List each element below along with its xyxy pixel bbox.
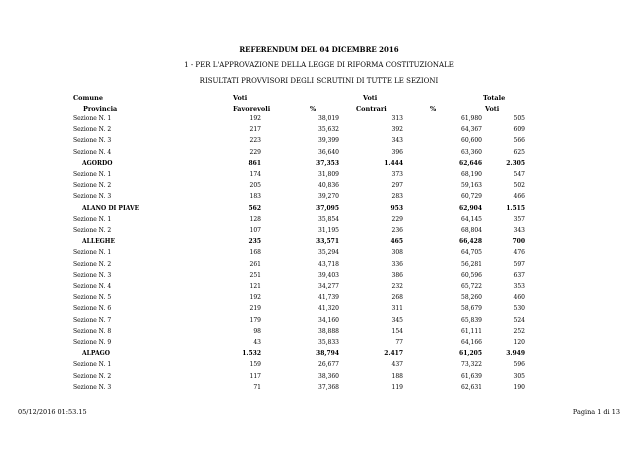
cell-favorevoli: 192 (249, 294, 261, 302)
cell-contrari: 311 (391, 305, 403, 313)
cell-favorevoli-pct: 34,277 (318, 283, 339, 290)
report-subtitle-2: RISULTATI PROVVISORI DEGLI SCRUTINI DI TUTTE LE SEZIONI (199, 77, 439, 85)
cell-favorevoli-pct: 40,836 (318, 182, 339, 190)
table-row (0, 182, 638, 193)
row-name: Sezione N. 2 (73, 126, 112, 134)
cell-totale: 466 (513, 193, 525, 201)
cell-favorevoli-pct: 39,270 (318, 193, 339, 201)
cell-favorevoli: 235 (248, 238, 261, 246)
table-row (0, 283, 638, 294)
cell-favorevoli-pct: 37,353 (316, 159, 339, 167)
table-row (0, 216, 638, 227)
cell-favorevoli: 98 (253, 327, 261, 335)
cell-totale: 530 (513, 305, 525, 313)
cell-contrari-pct: 61,205 (459, 350, 482, 358)
cell-favorevoli: 219 (249, 305, 261, 313)
header-comune: Comune (73, 94, 103, 102)
report-subtitle: 1 - PER L'APPROVAZIONE DELLA LEGGE DI RIFORMA COSTITUZIONALE (184, 61, 454, 69)
table-row (0, 126, 638, 137)
cell-favorevoli-pct: 38,019 (318, 115, 339, 122)
cell-contrari: 345 (391, 316, 403, 324)
table-row (0, 115, 638, 126)
cell-contrari: 465 (390, 238, 403, 246)
cell-totale: 1.515 (506, 204, 525, 212)
cell-contrari-pct: 66,428 (459, 238, 482, 246)
table-row (0, 261, 638, 272)
cell-totale: 625 (513, 148, 525, 156)
row-name: Sezione N. 4 (73, 148, 112, 156)
cell-favorevoli-pct: 39,403 (318, 271, 339, 279)
cell-favorevoli-pct: 41,739 (318, 294, 339, 302)
cell-contrari-pct: 64,367 (461, 126, 482, 134)
row-name: Sezione N. 2 (73, 227, 112, 234)
comune-total-row (0, 205, 638, 216)
cell-favorevoli-pct: 35,833 (318, 339, 339, 346)
row-name: Sezione N. 1 (73, 215, 112, 223)
cell-contrari: 386 (391, 271, 403, 279)
cell-contrari-pct: 56,281 (461, 260, 482, 268)
cell-contrari: 373 (391, 171, 403, 178)
cell-contrari-pct: 60,600 (461, 137, 482, 145)
cell-totale: 305 (513, 372, 525, 380)
table-row (0, 149, 638, 160)
table-row (0, 339, 638, 350)
cell-favorevoli-pct: 35,632 (318, 126, 339, 134)
cell-favorevoli-pct: 43,718 (318, 260, 339, 268)
footer-page-number: Pagina 1 di 13 (572, 408, 620, 416)
cell-totale: 700 (512, 238, 525, 246)
cell-favorevoli-pct: 31,809 (318, 171, 339, 178)
row-name: Sezione N. 3 (73, 383, 112, 391)
row-name: Sezione N. 3 (73, 193, 112, 201)
cell-contrari-pct: 64,145 (461, 215, 482, 223)
cell-contrari: 343 (391, 137, 403, 145)
cell-contrari: 953 (390, 204, 403, 212)
cell-favorevoli: 183 (249, 193, 261, 201)
comune-total-row (0, 160, 638, 171)
cell-favorevoli-pct: 37,368 (318, 383, 339, 391)
cell-favorevoli: 1.532 (242, 350, 261, 358)
cell-contrari: 232 (391, 283, 403, 290)
cell-totale: 190 (513, 383, 525, 391)
row-name: AGORDO (82, 159, 113, 167)
cell-favorevoli: 128 (249, 215, 261, 223)
cell-favorevoli: 121 (249, 283, 261, 290)
cell-contrari-pct: 68,190 (461, 171, 482, 178)
table-row (0, 373, 638, 384)
cell-contrari: 283 (391, 193, 403, 201)
cell-contrari: 392 (391, 126, 403, 134)
table-row (0, 171, 638, 182)
cell-favorevoli-pct: 26,677 (318, 361, 339, 369)
row-name: Sezione N. 2 (73, 372, 112, 380)
cell-contrari-pct: 58,679 (461, 305, 482, 313)
table-row (0, 305, 638, 316)
row-name: Sezione N. 7 (73, 316, 112, 324)
cell-favorevoli-pct: 35,854 (318, 215, 339, 223)
cell-favorevoli-pct: 37,095 (316, 204, 339, 212)
cell-contrari-pct: 61,980 (461, 115, 482, 122)
table-row (0, 294, 638, 305)
report-title: REFERENDUM DEL 04 DICEMBRE 2016 (239, 45, 399, 54)
row-name: Sezione N. 1 (73, 249, 112, 257)
cell-contrari-pct: 65,722 (461, 283, 482, 290)
cell-contrari: 1.444 (384, 159, 403, 167)
cell-favorevoli: 223 (249, 137, 261, 145)
cell-favorevoli-pct: 38,888 (318, 327, 339, 335)
table-row (0, 328, 638, 339)
cell-contrari: 2.417 (384, 350, 403, 358)
cell-favorevoli-pct: 35,294 (318, 249, 339, 257)
cell-totale: 476 (513, 249, 525, 257)
header-totale: Totale (483, 94, 506, 102)
cell-contrari: 396 (391, 148, 403, 156)
cell-contrari: 268 (391, 294, 403, 302)
table-row (0, 249, 638, 260)
cell-favorevoli-pct: 34,160 (318, 316, 339, 324)
row-name: ALLEGHE (82, 238, 116, 246)
cell-favorevoli: 229 (249, 148, 261, 156)
cell-favorevoli: 179 (249, 316, 261, 324)
cell-totale: 609 (513, 126, 525, 134)
cell-contrari-pct: 58,260 (461, 294, 482, 302)
row-name: Sezione N. 1 (73, 115, 112, 122)
cell-contrari-pct: 73,322 (461, 361, 482, 369)
cell-favorevoli: 205 (249, 182, 261, 190)
cell-contrari-pct: 61,111 (461, 327, 482, 335)
cell-contrari: 336 (391, 260, 403, 268)
cell-totale: 502 (513, 182, 525, 190)
cell-favorevoli-pct: 33,571 (316, 238, 339, 246)
header-voti-contrari: Voti (363, 94, 378, 102)
cell-favorevoli: 861 (248, 159, 261, 167)
table-row (0, 361, 638, 372)
cell-totale: 505 (513, 115, 525, 122)
cell-favorevoli: 71 (253, 383, 261, 391)
cell-contrari-pct: 65,839 (461, 316, 482, 324)
row-name: Sezione N. 8 (73, 327, 112, 335)
header-pct-contrari: % (430, 105, 437, 113)
cell-favorevoli-pct: 38,360 (318, 372, 339, 380)
comune-total-row (0, 238, 638, 249)
cell-totale: 3.949 (506, 350, 525, 358)
table-row (0, 384, 638, 395)
cell-favorevoli-pct: 41,320 (318, 305, 339, 313)
cell-contrari-pct: 59,163 (461, 182, 482, 190)
cell-totale: 547 (513, 171, 525, 178)
cell-totale: 524 (513, 316, 525, 324)
cell-contrari: 437 (391, 361, 403, 369)
header-provincia: Provincia (83, 105, 118, 113)
cell-contrari-pct: 61,639 (461, 372, 482, 380)
cell-favorevoli-pct: 31,195 (318, 227, 339, 234)
header-pct-favorevoli: % (310, 105, 317, 113)
table-row (0, 317, 638, 328)
cell-contrari-pct: 68,804 (461, 227, 482, 234)
cell-favorevoli-pct: 38,794 (316, 350, 339, 358)
cell-contrari-pct: 62,631 (461, 383, 482, 391)
row-name: Sezione N. 2 (73, 260, 112, 268)
cell-contrari: 77 (395, 339, 403, 346)
cell-favorevoli: 43 (253, 339, 261, 346)
cell-contrari-pct: 62,646 (459, 159, 482, 167)
cell-totale: 637 (513, 271, 525, 279)
row-name: Sezione N. 2 (73, 182, 112, 190)
cell-totale: 597 (513, 260, 525, 268)
cell-contrari-pct: 60,729 (461, 193, 482, 201)
comune-total-row (0, 350, 638, 361)
cell-contrari: 154 (391, 327, 403, 335)
cell-contrari: 236 (391, 227, 403, 234)
cell-favorevoli: 251 (249, 271, 261, 279)
cell-contrari-pct: 64,705 (461, 249, 482, 257)
header-voti-totale: Voti (485, 105, 500, 113)
cell-contrari: 119 (391, 383, 403, 391)
header-contrari: Contrari (356, 105, 387, 113)
row-name: Sezione N. 9 (73, 339, 112, 346)
header-favorevoli: Favorevoli (233, 105, 271, 113)
cell-favorevoli-pct: 36,640 (318, 148, 339, 156)
cell-favorevoli-pct: 39,399 (318, 137, 339, 145)
cell-totale: 343 (513, 227, 525, 234)
row-name: Sezione N. 1 (73, 361, 112, 369)
row-name: Sezione N. 3 (73, 271, 112, 279)
cell-favorevoli: 117 (249, 372, 261, 380)
row-name: Sezione N. 5 (73, 294, 112, 302)
cell-contrari-pct: 62,904 (459, 204, 482, 212)
row-name: ALANO DI PIAVE (82, 204, 140, 212)
cell-totale: 596 (513, 361, 525, 369)
table-row (0, 193, 638, 204)
cell-totale: 120 (513, 339, 525, 346)
header-voti-favorevoli: Voti (233, 94, 248, 102)
cell-favorevoli: 159 (249, 361, 261, 369)
cell-favorevoli: 192 (249, 115, 261, 122)
cell-contrari-pct: 63,360 (461, 148, 482, 156)
row-name: Sezione N. 3 (73, 137, 112, 145)
cell-totale: 353 (513, 283, 525, 290)
cell-favorevoli: 174 (249, 171, 261, 178)
cell-contrari: 313 (391, 115, 403, 122)
row-name: Sezione N. 6 (73, 305, 112, 313)
row-name: ALPAGO (82, 350, 110, 358)
row-name: Sezione N. 1 (73, 171, 112, 178)
cell-favorevoli: 107 (249, 227, 261, 234)
table-row (0, 137, 638, 148)
cell-totale: 2.305 (506, 159, 525, 167)
cell-favorevoli: 168 (249, 249, 261, 257)
footer-timestamp: 05/12/2016 01:53.15 (18, 408, 87, 416)
cell-totale: 460 (513, 294, 525, 302)
cell-contrari: 297 (391, 182, 403, 190)
cell-contrari: 308 (391, 249, 403, 257)
row-name: Sezione N. 4 (73, 283, 112, 290)
cell-totale: 357 (513, 215, 525, 223)
cell-favorevoli: 261 (249, 260, 261, 268)
cell-contrari-pct: 64,166 (461, 339, 482, 346)
cell-totale: 566 (513, 137, 525, 145)
cell-contrari: 229 (391, 215, 403, 223)
table-row (0, 272, 638, 283)
table-row (0, 227, 638, 238)
cell-totale: 252 (513, 327, 525, 335)
cell-contrari: 188 (391, 372, 403, 380)
cell-favorevoli: 217 (249, 126, 261, 134)
cell-favorevoli: 562 (248, 204, 261, 212)
cell-contrari-pct: 60,596 (461, 271, 482, 279)
